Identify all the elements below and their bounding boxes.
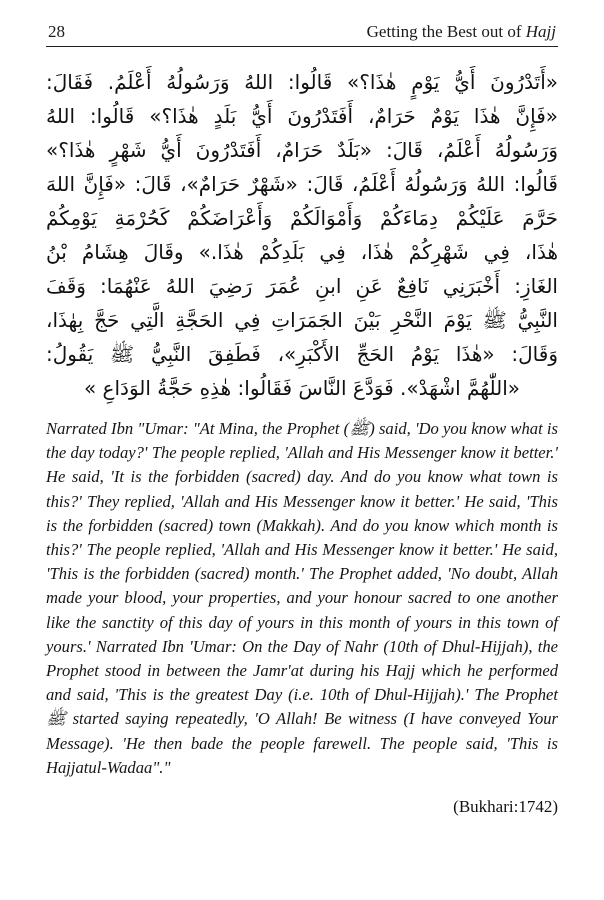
book-title-prefix: Getting the Best out of bbox=[366, 22, 526, 41]
hadith-reference: (Bukhari:1742) bbox=[453, 796, 558, 816]
arabic-line: هٰذَا، فِي شَهْرِكُمْ هٰذَا، فِي بَلَدِكُمْ هٰذَا.» وقَالَ هِشَامُ بْنُ bbox=[46, 240, 558, 264]
arabic-line: «فَإِنَّ هٰذَا يَوْمٌ حَرَامٌ، أَفَتَدْرُونَ أَيُّ بَلَدٍ هٰذَا؟» قَالُوا: اللهُ bbox=[46, 104, 558, 128]
book-title bbox=[367, 22, 556, 42]
arabic-line: «اللّٰهُمَّ اشْهَدْ». فَوَدَّعَ النَّاسَ فَقَالُوا: هٰذِهِ حَجَّةُ الوَدَاعِ » bbox=[83, 376, 521, 400]
arabic-line: وَقَالَ: «هٰذَا يَوْمُ الحَجِّ الأَكْبَرِ»، فَطَفِقَ النَّبِيُّ ﷺ يَقُولُ: bbox=[46, 342, 558, 366]
arabic-line: النَّبِيُّ ﷺ يَوْمَ النَّحْرِ بَيْنَ الجَمَرَاتِ فِي الحَجَّةِ الَّتِي حَجَّ بِهٰذَا، bbox=[46, 308, 558, 332]
arabic-line: قَالُوا: اللهُ وَرَسُولُهُ أَعْلَمُ، قَالَ: «شَهْرٌ حَرَامٌ»، قَالَ: «فَإِنَّ اللهَ bbox=[46, 172, 558, 196]
book-title-emphasis: Hajj bbox=[525, 22, 556, 41]
arabic-line: الغَازِ: أَخْبَرَنِي نَافِعٌ عَنِ ابنِ عُمَرَ رَضِيَ اللهُ عَنْهُمَا: وَقَفَ bbox=[46, 274, 558, 298]
arabic-line: «أَتَدْرُونَ أَيُّ يَوْمٍ هٰذَا؟» قَالُوا: اللهُ وَرَسُولُهُ أَعْلَمُ. فَقَالَ: bbox=[46, 70, 558, 94]
arabic-line: حَرَّمَ عَلَيْكُمْ دِمَاءَكُمْ وَأَمْوَالَكُمْ وَأَعْرَاضَكُمْ كَحُرْمَةِ يَوْمِكُمْ bbox=[46, 206, 558, 230]
english-translation: Narrated Ibn "Umar: "At Mina, the Prophet (ﷺ) said, 'Do you know what is the day today?' The people replied, 'Allah and His Messenger know it better.' He said, 'It is the forbidden (sacred) day. And do you know what town is this?' They replied, 'Allah and His Messenger know it better.' He said, 'This is the forbidden (sacred) town (Makkah). And do you know which month is this?' The people replied, 'Allah and His Messenger know it better.' He said, 'This is the forbidden (sacred) month.' The Prophet added, 'No doubt, Allah made your blood, your properties, and your honour sacred to one another like the sanctity of this day of yours in this month of yours in this town of yours.' Narrated Ibn 'Umar: On the Day of Nahr (10th of Dhul-Hijjah), the Prophet stood in between the Jamr'at during his Hajj which he performed and said, 'This is the greatest Day (i.e. 10th of Dhul-Hijjah).' The Prophet ﷺ started saying repeatedly, 'O Allah! Be witness (I have conveyed Your Message). 'He then bade the people farewell. The people said, 'This is Hajjatul-Wadaa"." bbox=[46, 419, 558, 777]
arabic-hadith-text bbox=[46, 65, 558, 405]
running-header bbox=[46, 22, 558, 47]
arabic-line: وَرَسُولُهُ أَعْلَمُ، قَالَ: «بَلَدٌ حَرَامٌ، أَفَتَدْرُونَ أَيُّ شَهْرٍ هٰذَا؟» bbox=[46, 138, 558, 162]
page-number: 28 bbox=[48, 22, 65, 41]
